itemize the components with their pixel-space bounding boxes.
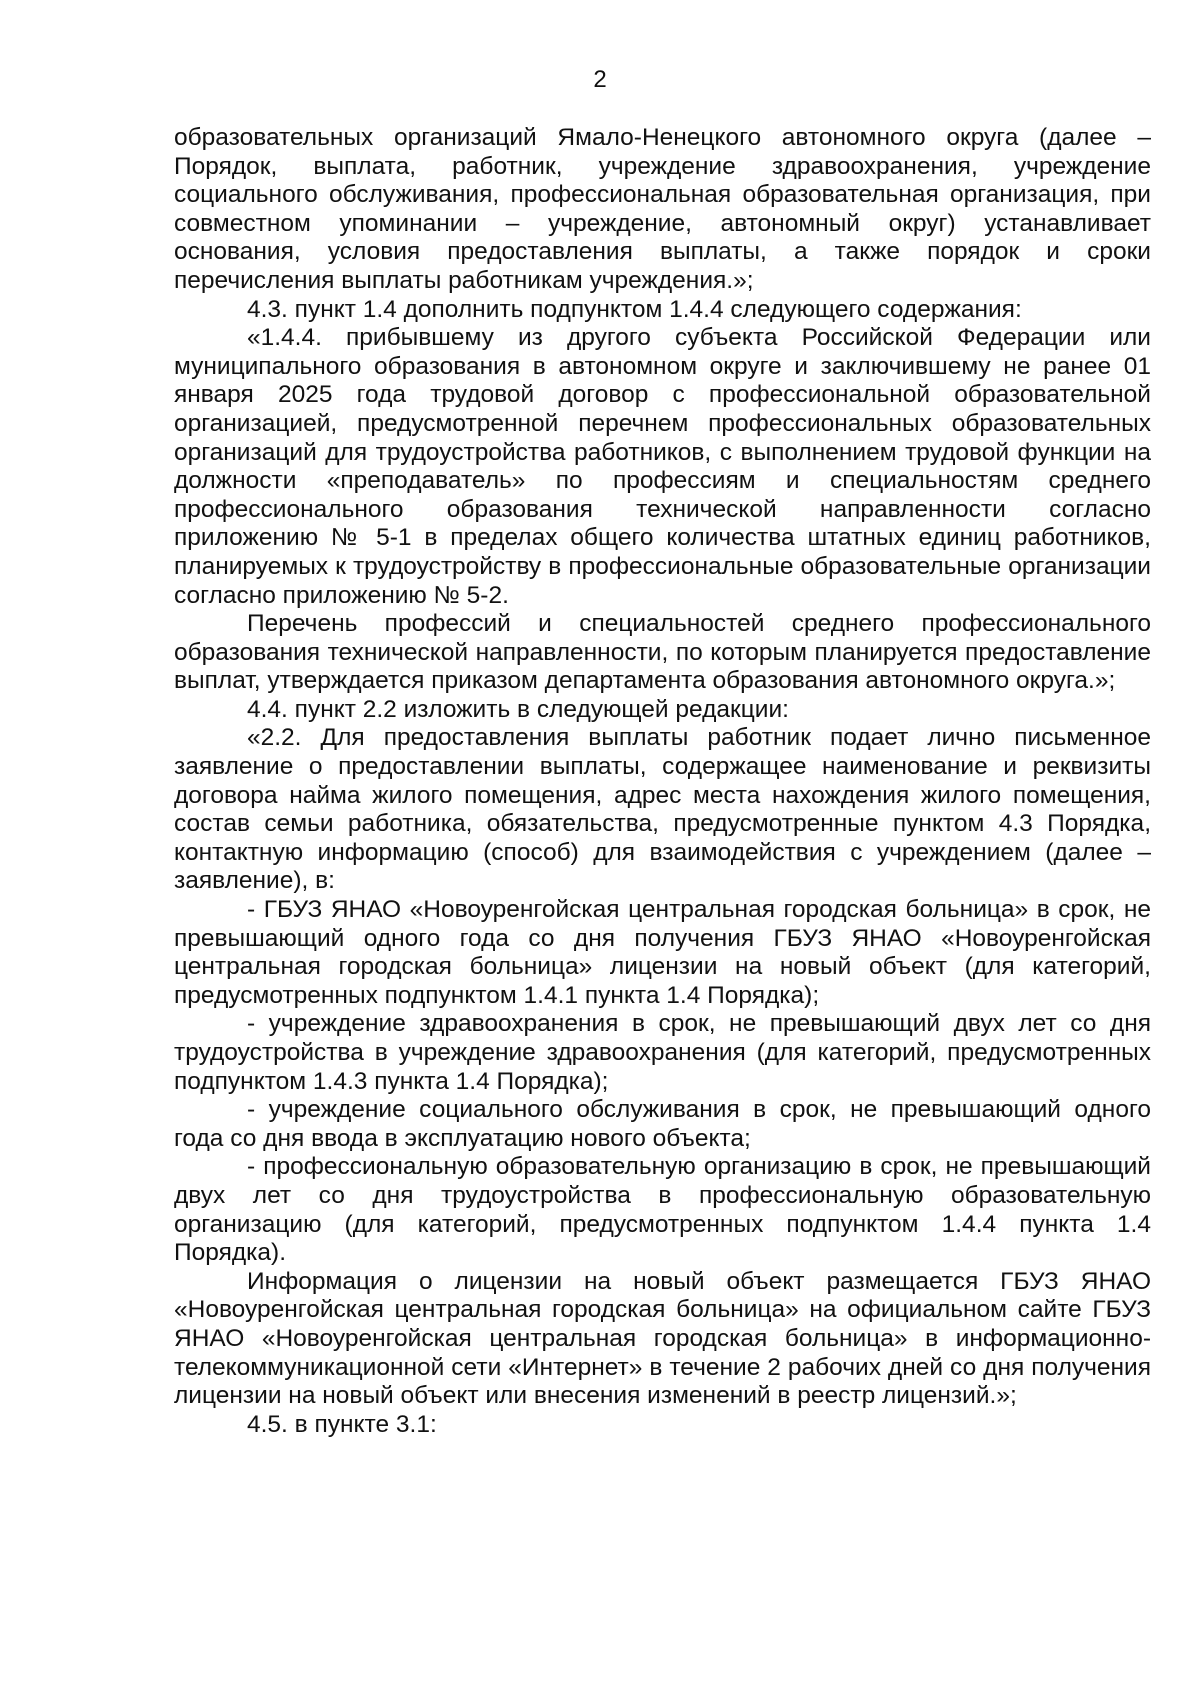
document-body bbox=[174, 124, 1151, 1439]
list-item-hospital: - ГБУЗ ЯНАО «Новоуренгойская центральная городская больница» в срок, не превышающий одного года со дня получения ГБУЗ ЯНАО «Новоуренгойская центральная городская больница» лицензии на новый объект (для категорий, предусмотренных подпунктом 1.4.1 пункта 1.4 Порядка); bbox=[174, 896, 1151, 1009]
paragraph-subitem-1-4-4: «1.4.4. прибывшему из другого субъекта Российской Федерации или муниципального образования в автономном округе и заключившему не ранее 01 января 2025 года трудовой договор с профессиональной образовательной организацией, предусмотренной перечнем профессиональных образовательных организаций для трудоустройства работников, с выполнением трудовой функции на должности «преподаватель» по профессиям и специальностям среднего профессионального образования технической направленности согласно приложению № 5-1 в пределах общего количества штатных единиц работников, планируемых к трудоустройству в профессиональные образовательные организации согласно приложению № 5-2. bbox=[174, 324, 1151, 609]
paragraph-item-4-3: 4.3. пункт 1.4 дополнить подпунктом 1.4.4 следующего содержания: bbox=[247, 295, 1022, 323]
list-item-social-service: - учреждение социального обслуживания в срок, не превышающий одного года со дня ввода в эксплуатацию нового объекта; bbox=[174, 1096, 1151, 1152]
paragraph-license-info: Информация о лицензии на новый объект размещается ГБУЗ ЯНАО «Новоуренгойская центральная городская больница» на официальном сайте ГБУЗ ЯНАО «Новоуренгойская центральная городская больница» в информационно-телекоммуникационной сети «Интернет» в течение 2 рабочих дней со дня получения лицензии на новый объект или внесения изменений в реестр лицензий.»; bbox=[174, 1267, 1151, 1410]
list-item-healthcare: - учреждение здравоохранения в срок, не превышающий двух лет со дня трудоустройства в учреждение здравоохранения (для категорий, предусмотренных подпунктом 1.4.3 пункта 1.4 Порядка); bbox=[174, 1010, 1151, 1095]
page-number: 2 bbox=[593, 66, 607, 93]
paragraph-professions-list: Перечень профессий и специальностей среднего профессионального образования технической направленности, по которым планируется предоставление выплат, утверждается приказом департамента образования автономного округа.»; bbox=[174, 610, 1151, 695]
paragraph-item-2-2: «2.2. Для предоставления выплаты работник подает лично письменное заявление о предоставлении выплаты, содержащее наименование и реквизиты договора найма жилого помещения, адрес места нахождения жилого помещения, состав семьи работника, обязательства, предусмотренные пунктом 4.3 Порядка, контактную информацию (способ) для взаимодействия с учреждением (далее – заявление), в: bbox=[174, 724, 1151, 895]
paragraph-order-definition: образовательных организаций Ямало-Ненецкого автономного округа (далее – Порядок, выплата, работник, учреждение здравоохранения, учреждение социального обслуживания, профессиональная образовательная организация, при совместном упоминании – учреждение, автономный округ) устанавливает основания, условия предоставления выплаты, а также порядок и сроки перечисления выплаты работникам учреждения.»; bbox=[174, 124, 1151, 294]
paragraph-item-4-5: 4.5. в пункте 3.1: bbox=[247, 1410, 437, 1438]
list-item-education: - профессиональную образовательную организацию в срок, не превышающий двух лет со дня трудоустройства в профессиональную образовательную организацию (для категорий, предусмотренных подпунктом 1.4.4 пункта 1.4 Порядка). bbox=[174, 1153, 1151, 1267]
paragraph-item-4-4: 4.4. пункт 2.2 изложить в следующей редакции: bbox=[247, 695, 789, 723]
